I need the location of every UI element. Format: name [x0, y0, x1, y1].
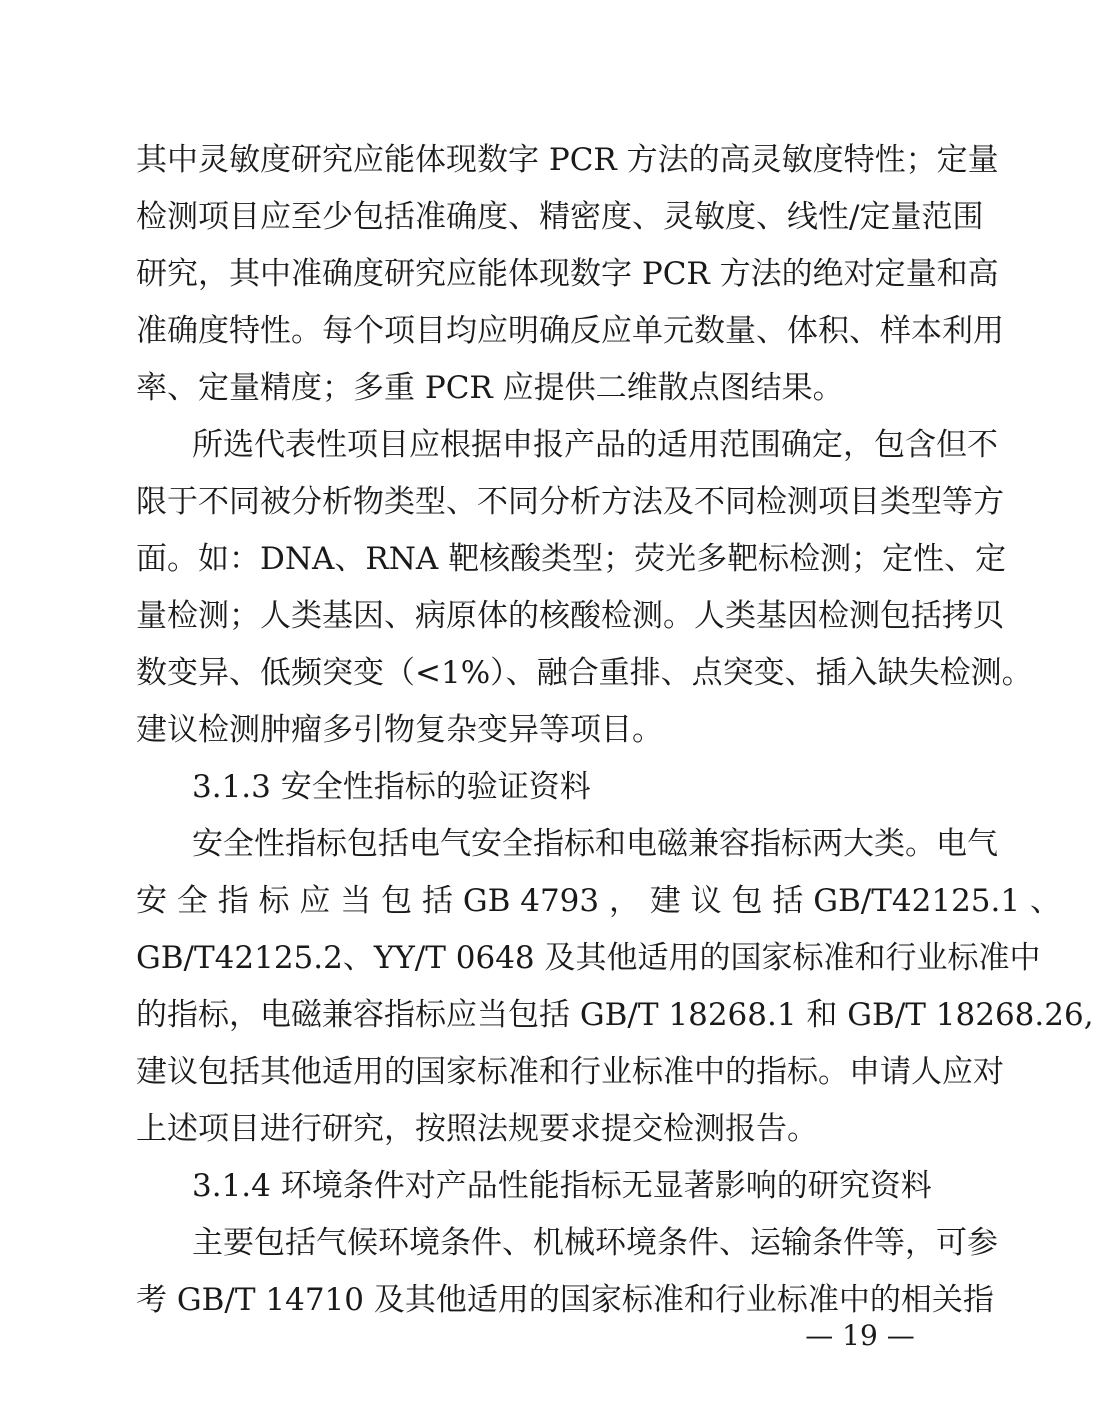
paragraph-first-line: 主要包括气候环境条件、机械环境条件、运输条件等，可参 [192, 1225, 998, 1261]
page-number: — 19 — [805, 1319, 915, 1352]
body-text-line: 面。如：DNA、RNA 靶核酸类型；荧光多靶标检测；定性、定 [136, 541, 1007, 577]
body-text-line: 的指标，电磁兼容指标应当包括 GB/T 18268.1 和 GB/T 18268.26, [136, 997, 1094, 1033]
body-text-line: 建议检测肿瘤多引物复杂变异等项目。 [136, 712, 663, 748]
body-text-line: GB/T42125.2、YY/T 0648 及其他适用的国家标准和行业标准中 [136, 940, 1041, 976]
body-text-line: 研究，其中准确度研究应能体现数字 PCR 方法的绝对定量和高 [136, 256, 999, 292]
section-heading-3-1-4: 3.1.4 环境条件对产品性能指标无显著影响的研究资料 [192, 1168, 932, 1204]
body-text-line: 考 GB/T 14710 及其他适用的国家标准和行业标准中的相关指 [136, 1282, 994, 1318]
body-text-line: 上述项目进行研究，按照法规要求提交检测报告。 [136, 1111, 818, 1147]
paragraph-first-line: 所选代表性项目应根据申报产品的适用范围确定，包含但不 [192, 427, 998, 463]
paragraph-first-line: 安全性指标包括电气安全指标和电磁兼容指标两大类。电气 [192, 826, 998, 862]
body-text-line: 检测项目应至少包括准确度、精密度、灵敏度、线性/定量范围 [136, 199, 984, 235]
body-text-line: 数变异、低频突变（<1%）、融合重排、点突变、插入缺失检测。 [136, 655, 1033, 691]
body-text-line: 率、定量精度；多重 PCR 应提供二维散点图结果。 [136, 370, 844, 406]
body-text-line: 准确度特性。每个项目均应明确反应单元数量、体积、样本利用 [136, 313, 1004, 349]
body-text-line: 建议包括其他适用的国家标准和行业标准中的指标。申请人应对 [136, 1054, 1004, 1090]
body-text-line: 限于不同被分析物类型、不同分析方法及不同检测项目类型等方 [136, 484, 1004, 520]
body-text-line: 其中灵敏度研究应能体现数字 PCR 方法的高灵敏度特性；定量 [136, 142, 999, 178]
body-text-line: 量检测；人类基因、病原体的核酸检测。人类基因检测包括拷贝 [136, 598, 1004, 634]
section-heading-3-1-3: 3.1.3 安全性指标的验证资料 [192, 769, 591, 805]
body-text-line: 安 全 指 标 应 当 包 括 GB 4793 ， 建 议 包 括 GB/T42125.1 、 [136, 883, 1061, 919]
